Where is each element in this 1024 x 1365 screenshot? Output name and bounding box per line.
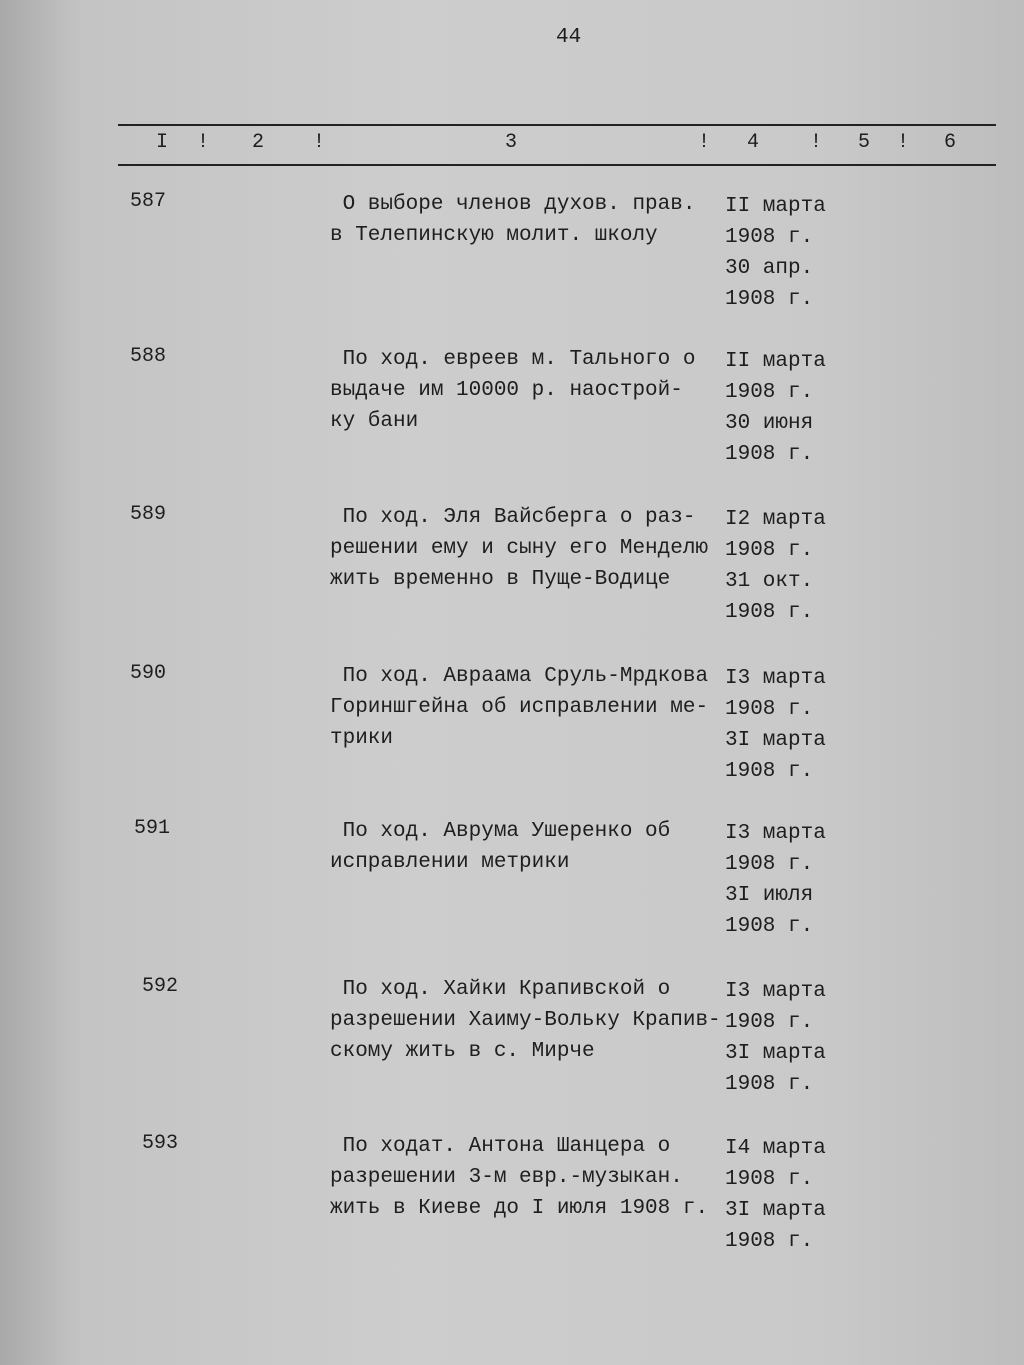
date-line: II марта: [725, 350, 826, 373]
description-line: О выборе членов духов. прав.: [330, 193, 696, 216]
date-line: 31 окт.: [725, 570, 814, 593]
date-line: 1908 г.: [725, 853, 814, 876]
column-separator: !: [698, 131, 711, 154]
table-top-rule: [118, 124, 996, 126]
entry-dates: [725, 663, 826, 787]
date-line: I2 марта: [725, 508, 826, 531]
date-line: 1908 г.: [725, 915, 814, 938]
date-line: 3I марта: [725, 1042, 826, 1065]
description-line: выдаче им 10000 р. наострой-: [330, 379, 683, 402]
date-line: I4 марта: [725, 1137, 826, 1160]
date-line: 3I июля: [725, 884, 814, 907]
date-line: 30 апр.: [725, 257, 814, 280]
description-line: По ходат. Антона Шанцера о: [330, 1135, 671, 1158]
description-line: По ход. Аврума Ушеренко об: [330, 820, 671, 843]
entry-description: [330, 661, 708, 754]
description-line: По ход. Хайки Крапивской о: [330, 978, 671, 1001]
description-line: ку бани: [330, 410, 419, 433]
column-header: 6: [944, 131, 957, 154]
entry-dates: [725, 976, 826, 1100]
column-separator: !: [897, 131, 910, 154]
entry-description: [330, 502, 708, 595]
entry-number: 590: [130, 662, 167, 685]
date-line: 1908 г.: [725, 539, 814, 562]
description-line: Гориншгейна об исправлении ме-: [330, 696, 709, 719]
column-separator: !: [197, 131, 210, 154]
date-line: 1908 г.: [725, 1168, 814, 1191]
entry-description: [330, 189, 695, 251]
description-line: По ход. евреев м. Тального о: [330, 348, 696, 371]
description-line: скому жить в с. Мирче: [330, 1040, 595, 1063]
entry-dates: [725, 504, 826, 628]
date-line: 1908 г.: [725, 760, 814, 783]
column-header: 5: [858, 131, 871, 154]
table-header-rule: [118, 164, 996, 166]
date-line: 1908 г.: [725, 1073, 814, 1096]
description-line: По ход. Эля Вайсберга о раз-: [330, 506, 696, 529]
entry-number: 592: [142, 975, 179, 998]
column-separator: !: [313, 131, 326, 154]
description-line: в Телепинскую молит. школу: [330, 224, 658, 247]
date-line: 1908 г.: [725, 288, 814, 311]
date-line: 1908 г.: [725, 601, 814, 624]
description-line: По ход. Авраама Сруль-Мрдкова: [330, 665, 709, 688]
date-line: 3I марта: [725, 729, 826, 752]
date-line: 1908 г.: [725, 381, 814, 404]
entry-number: 593: [142, 1132, 179, 1155]
date-line: 1908 г.: [725, 226, 814, 249]
date-line: I3 марта: [725, 822, 826, 845]
date-line: I3 марта: [725, 667, 826, 690]
entry-description: [330, 974, 721, 1067]
description-line: исправлении метрики: [330, 851, 570, 874]
entry-dates: [725, 191, 826, 315]
column-header: I: [156, 131, 169, 154]
entry-dates: [725, 346, 826, 470]
entry-number: 589: [130, 503, 167, 526]
date-line: 1908 г.: [725, 1230, 814, 1253]
date-line: II марта: [725, 195, 826, 218]
description-line: жить в Киеве до I июля 1908 г.: [330, 1197, 709, 1220]
description-line: жить временно в Пуще-Водице: [330, 568, 671, 591]
description-line: разрешении 3-м евр.-музыкан.: [330, 1166, 683, 1189]
entry-dates: [725, 1133, 826, 1257]
entry-number: 588: [130, 345, 167, 368]
description-line: трики: [330, 727, 394, 750]
date-line: 3I марта: [725, 1199, 826, 1222]
description-line: решении ему и сыну его Менделю: [330, 537, 709, 560]
date-line: 1908 г.: [725, 443, 814, 466]
column-header: 4: [747, 131, 760, 154]
page-number: 44: [556, 26, 582, 49]
entry-description: [330, 344, 695, 437]
date-line: I3 марта: [725, 980, 826, 1003]
entry-number: 591: [134, 817, 171, 840]
entry-number: 587: [130, 190, 167, 213]
date-line: 1908 г.: [725, 1011, 814, 1034]
entry-description: [330, 1131, 708, 1224]
entry-description: [330, 816, 670, 878]
description-line: разрешении Хаиму-Вольку Крапив-: [330, 1009, 721, 1032]
date-line: 1908 г.: [725, 698, 814, 721]
date-line: 30 июня: [725, 412, 814, 435]
entry-dates: [725, 818, 826, 942]
column-separator: !: [810, 131, 823, 154]
column-header: 2: [252, 131, 265, 154]
column-header: 3: [505, 131, 518, 154]
